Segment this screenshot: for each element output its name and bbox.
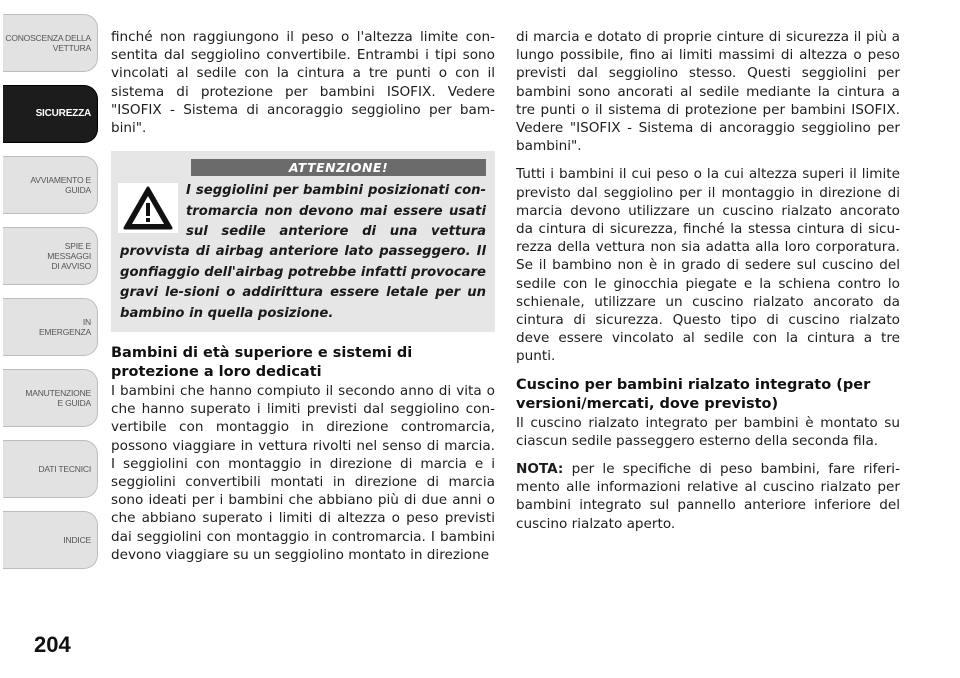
tab-indice[interactable] [3,511,98,569]
page-number: 204 [34,632,71,657]
paragraph: Il cuscino rialzato integrato per bambini è montato su ciascun sedile passeggero esterno della seconda fila. [516,414,900,449]
tab-label: AVVIAMENTO E GUIDA [30,175,91,195]
section-heading: Cuscino per bambini rialzato integrato (per versioni/mercati, dove previsto) [516,376,871,412]
tab-label: MANUTENZIONE E GUIDA [25,388,91,408]
paragraph: finché non raggiungono il peso o l'altezza limite con-sentita dal seggiolino convertibile. Entrambi i tipi sono vincolati al sedile con la cintura a tre punti o con il sistema di protezione per bambini ISOFIX. Vedere "ISOFIX - Sistema di ancoraggio seggiolino per bam-bini". [111,29,495,137]
tab-label: INDICE [63,535,91,545]
nota-label: NOTA: [516,461,564,478]
paragraph: I bambini che hanno compiuto il secondo anno di vita o che hanno superato i limiti previsti dal seggiolino con-vertibile con montaggio in direzione contromarcia, possono viaggiare in vettura rivolti nel senso di marcia. I seggiolini con montaggio in direzione di marcia e i seggiolini convertibili montati in direzione di marcia sono ideati per i bambini che abbiano più di due anni o che abbiano superato i limiti di altezza o peso previsti dai seggiolini con montaggio in contromarcia. I bambini devono viaggiare su un seggiolino montato in direzione [111,383,495,563]
tab-label: SICUREZZA [35,108,91,119]
tab-dati-tecnici[interactable] [3,440,98,498]
warning-triangle-icon [118,183,178,233]
tab-manutenzione-e-guida[interactable] [3,369,98,427]
tab-label: DATI TECNICI [38,464,91,474]
nota-paragraph: NOTA: per le specifiche di peso bambini, fare riferi-mento alle informazioni relative al cuscino rialzato per bambini integrato sul pannello anteriore inferiore del cuscino rialzato aperto. [516,461,900,532]
warning-title: ATTENZIONE! [191,159,486,176]
warning-box [111,151,495,332]
section-heading: Bambini di età superiore e sistemi di protezione a loro dedicati [111,345,413,381]
warning-text: I seggiolini per bambini posizionati con-tromarcia non devono mai essere usati sul sedile anteriore di una vettura provvista di airbag anteriore lato passeggero. Il gonfiaggio dell'airbag potrebbe infatti provocare gravi le-sioni o addirittura essere letale per un bambino in quella posizione. [120,183,486,321]
tab-conoscenza-della-vettura[interactable] [3,14,98,72]
tab-spie-e-messaggi[interactable] [3,227,98,285]
tab-label: SPIE E MESSAGGI DI AVVISO [47,241,91,271]
tab-avviamento-e-guida[interactable] [3,156,98,214]
tab-label: CONOSCENZA DELLA VETTURA [5,33,91,53]
right-column [516,28,900,543]
left-column [111,28,495,574]
paragraph: di marcia e dotato di proprie cinture di sicurezza il più a lungo possibile, fino ai limiti massimi di altezza o peso previsti dal seggiolino stesso. Questi seggiolini per bambini sono ancorati al sedile mediante la cintura a tre punti o il sistema di protezione per bambini ISOFIX. Vedere "ISOFIX - Sistema di ancoraggio seggiolino per bambini". [516,29,900,155]
tab-sicurezza[interactable] [3,85,98,143]
tab-label: IN EMERGENZA [38,317,91,337]
paragraph: Tutti i bambini il cui peso o la cui altezza superi il limite previsto dal seggiolino per il montaggio in direzione di marcia devono utilizzare un cuscino rialzato ancorato da cintura di sicurezza, finché la stessa cintura di sicu-rezza della vettura non sia adatta alla loro corporatura. Se il bambino non è in grado di sedere sul cuscino del sedile con le ginocchia piegate e la schiena contro lo schienale, utilizzare un cuscino rialzato ancorato da cintura di sicurezza. Questo tipo di cuscino rialzato deve essere vincolato al sedile con la cintura a tre punti. [516,166,900,365]
tab-in-emergenza[interactable] [3,298,98,356]
chapter-tabs [0,0,104,678]
